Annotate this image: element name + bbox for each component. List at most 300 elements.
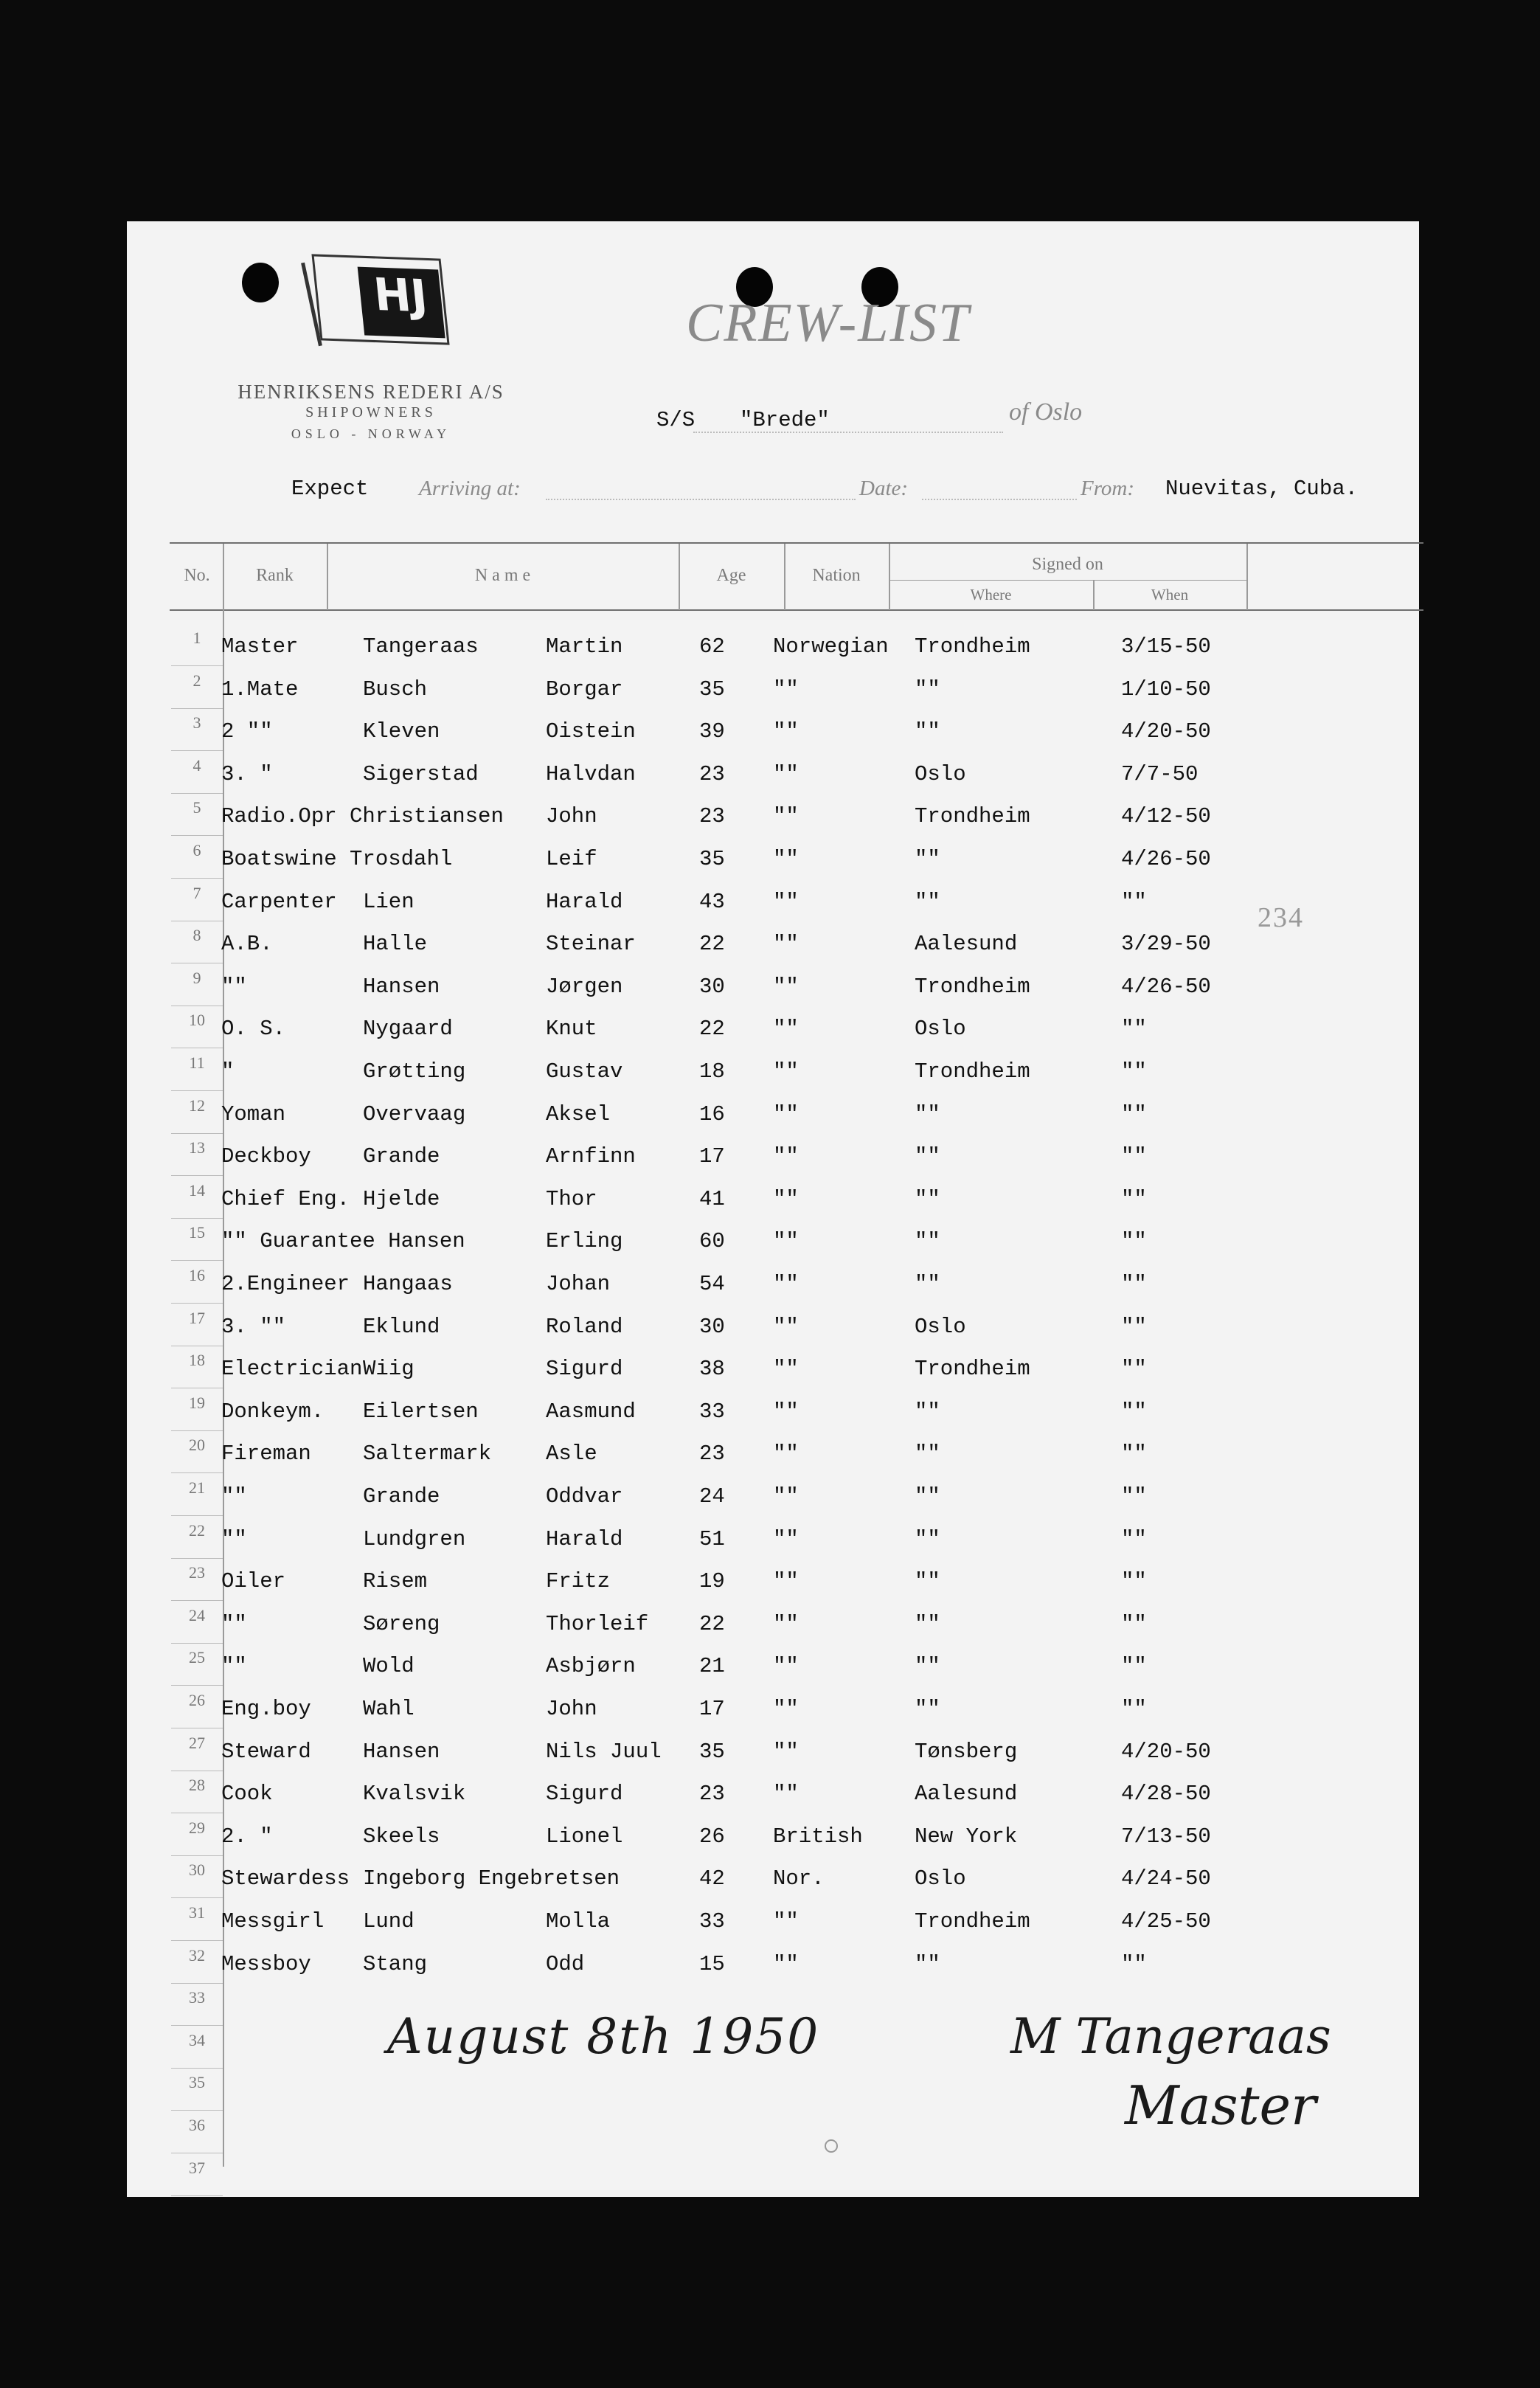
crew-age: 23: [699, 1442, 725, 1467]
row-number: 8: [192, 926, 201, 945]
crew-nation: "": [773, 1697, 799, 1721]
crew-age: 38: [699, 1357, 725, 1382]
crew-rank: 3. "": [221, 1314, 286, 1339]
crew-where: "": [915, 676, 940, 702]
crew-surname: Grande: [363, 1484, 440, 1509]
row-number: 2: [192, 671, 201, 690]
crew-where: Trondheim: [915, 974, 1030, 999]
crew-given: Lionel: [546, 1824, 623, 1849]
form-title: CREW-LIST: [686, 293, 971, 353]
crew-when: "": [1121, 1399, 1147, 1424]
crew-when: "": [1121, 1314, 1147, 1339]
crew-given: Aasmund: [546, 1399, 636, 1424]
row-number: 11: [189, 1053, 205, 1072]
row-number: 9: [192, 968, 201, 987]
row-rule: [171, 1430, 223, 1431]
crew-where: New York: [915, 1824, 1018, 1849]
crew-rank: "" Guarantee Hansen: [221, 1229, 465, 1254]
handwritten-date: August 8th 1950: [387, 2008, 820, 2065]
row-number: 18: [189, 1351, 205, 1370]
row-rule: [171, 665, 223, 666]
row-rule: [171, 1600, 223, 1601]
crew-given: John: [546, 804, 597, 829]
crew-where: Trondheim: [915, 1357, 1030, 1382]
crew-surname: Grande: [363, 1144, 440, 1169]
crew-rank: Carpenter: [221, 889, 337, 914]
crew-age: 30: [699, 1314, 725, 1339]
ship-name: "Brede": [740, 408, 830, 432]
crew-given: Roland: [546, 1314, 623, 1339]
row-number: 28: [189, 1776, 205, 1795]
crew-where: Oslo: [915, 761, 966, 786]
row-rule: [171, 2110, 223, 2111]
crew-given: Asle: [546, 1442, 597, 1467]
crew-given: John: [546, 1697, 597, 1721]
crew-where: "": [915, 1442, 940, 1467]
crew-given: Halvdan: [546, 761, 636, 786]
row-number: 17: [189, 1308, 205, 1327]
signed-on-divider: [889, 580, 1246, 581]
row-number: 16: [189, 1266, 205, 1284]
header-no: No.: [184, 566, 210, 585]
crew-rank: "": [221, 1526, 247, 1551]
crew-when: "": [1121, 1272, 1147, 1296]
crew-nation: "": [773, 1654, 799, 1679]
crew-given: Nils Juul: [546, 1739, 662, 1764]
crew-when: "": [1121, 1654, 1147, 1679]
crew-where: Trondheim: [915, 1909, 1030, 1934]
crew-nation: "": [773, 889, 799, 914]
crew-nation: "": [773, 1399, 799, 1424]
crew-given: Thor: [546, 1186, 597, 1211]
crew-rank: Messboy: [221, 1951, 311, 1976]
crew-rank: 2. ": [221, 1824, 273, 1849]
crew-nation: Nor.: [773, 1866, 825, 1892]
crew-where: "": [915, 1101, 940, 1126]
crew-given: Leif: [546, 847, 597, 871]
crew-surname: Risem: [363, 1569, 428, 1594]
crew-surname: Ingeborg Engebretsen: [363, 1866, 620, 1892]
crew-surname: Hansen: [363, 1739, 440, 1764]
row-number: 35: [189, 2073, 205, 2092]
crew-nation: "": [773, 1909, 799, 1934]
crew-given: Fritz: [546, 1569, 611, 1594]
crew-where: Aalesund: [915, 932, 1018, 957]
crew-given: Erling: [546, 1229, 623, 1254]
crew-surname: Sigerstad: [363, 761, 479, 786]
crew-age: 15: [699, 1951, 725, 1976]
crew-when: "": [1121, 1569, 1147, 1594]
row-rule: [171, 793, 223, 794]
row-number: 19: [189, 1393, 205, 1412]
crew-where: "": [915, 1951, 940, 1976]
crew-nation: "": [773, 761, 799, 786]
crew-age: 21: [699, 1654, 725, 1679]
crew-where: Aalesund: [915, 1782, 1018, 1807]
header-where: Where: [970, 586, 1012, 603]
crew-surname: Lien: [363, 889, 415, 914]
header-when: When: [1151, 586, 1189, 603]
crew-nation: "": [773, 1314, 799, 1339]
crew-when: 4/24-50: [1121, 1866, 1211, 1892]
row-number: 4: [192, 755, 201, 775]
crew-given: Thorleif: [546, 1611, 649, 1636]
crew-when: "": [1121, 1697, 1147, 1721]
crew-when: "": [1121, 1229, 1147, 1254]
table-top-rule: [170, 542, 1423, 544]
crew-rank: Fireman: [221, 1442, 311, 1467]
crew-rank: Steward: [221, 1739, 311, 1764]
crew-rank: Chief Eng.: [221, 1186, 350, 1211]
crew-surname: Grøtting: [363, 1059, 466, 1084]
ship-name-line: [693, 432, 1003, 433]
crew-nation: "": [773, 1357, 799, 1382]
crew-surname: Wold: [363, 1654, 415, 1679]
crew-rank: ": [221, 1059, 235, 1084]
crew-nation: British: [773, 1824, 863, 1849]
crew-nation: "": [773, 1101, 799, 1126]
crew-where: "": [915, 889, 940, 914]
crew-given: Jørgen: [546, 974, 623, 999]
crew-where: "": [915, 1484, 940, 1509]
crew-when: 4/25-50: [1121, 1909, 1211, 1934]
crew-age: 23: [699, 761, 725, 786]
row-rule: [171, 1303, 223, 1304]
row-number: 13: [189, 1138, 205, 1157]
crew-where: "": [915, 1569, 940, 1594]
row-rule: [171, 1940, 223, 1941]
crew-given: Aksel: [546, 1101, 611, 1126]
crew-age: 33: [699, 1909, 725, 1934]
arriving-line: [546, 499, 856, 500]
crew-nation: "": [773, 676, 799, 702]
crew-when: 3/15-50: [1121, 634, 1211, 659]
crew-when: 3/29-50: [1121, 932, 1211, 957]
crew-when: "": [1121, 889, 1147, 914]
crew-where: "": [915, 1399, 940, 1424]
crew-age: 19: [699, 1569, 725, 1594]
row-number: 32: [189, 1945, 205, 1965]
stamp-number: 234: [1258, 902, 1304, 933]
crew-given: Knut: [546, 1017, 597, 1042]
crew-nation: "": [773, 1144, 799, 1169]
crew-where: "": [915, 1697, 940, 1721]
crew-where: "": [915, 719, 940, 744]
crew-when: "": [1121, 1059, 1147, 1084]
row-rule: [171, 835, 223, 836]
crew-surname: Wiig: [363, 1357, 415, 1382]
crew-surname: Nygaard: [363, 1017, 453, 1042]
header-rank: Rank: [256, 566, 294, 585]
crew-age: 42: [699, 1866, 725, 1892]
row-number: 15: [189, 1223, 205, 1242]
crew-when: "": [1121, 1611, 1147, 1636]
crew-where: Oslo: [915, 1866, 966, 1892]
crew-nation: "": [773, 1951, 799, 1976]
crew-surname: Busch: [363, 676, 428, 702]
company-city: OSLO - NORWAY: [291, 426, 451, 441]
crew-nation: "": [773, 1484, 799, 1509]
crew-when: "": [1121, 1017, 1147, 1042]
crew-given: Arnfinn: [546, 1144, 636, 1169]
crew-surname: Søreng: [363, 1611, 440, 1636]
crew-age: 22: [699, 1017, 725, 1042]
crew-given: Harald: [546, 889, 623, 914]
row-rule: [171, 708, 223, 709]
crew-age: 39: [699, 719, 725, 744]
crew-where: "": [915, 1272, 940, 1296]
row-number: 26: [189, 1691, 205, 1709]
crew-given: Borgar: [546, 676, 623, 702]
crew-age: 33: [699, 1399, 725, 1424]
crew-age: 51: [699, 1526, 725, 1551]
crew-surname: Tangeraas: [363, 634, 479, 659]
crew-where: Trondheim: [915, 1059, 1030, 1084]
row-number: 10: [189, 1011, 205, 1030]
header-nation: Nation: [812, 566, 861, 585]
punch-hole: [242, 263, 279, 302]
row-number: 23: [189, 1563, 205, 1582]
crew-when: "": [1121, 1951, 1147, 1976]
crew-when: "": [1121, 1357, 1147, 1382]
crew-surname: Hansen: [363, 974, 440, 999]
row-number: 20: [189, 1436, 205, 1455]
crew-when: 7/13-50: [1121, 1824, 1211, 1849]
crew-rank: "": [221, 1484, 247, 1509]
row-rule: [171, 1897, 223, 1898]
row-number: 29: [189, 1818, 205, 1837]
crew-surname: Kvalsvik: [363, 1782, 466, 1807]
crew-when: "": [1121, 1101, 1147, 1126]
crew-age: 23: [699, 1782, 725, 1807]
header-age: Age: [716, 566, 746, 585]
crew-rank: Donkeym.: [221, 1399, 325, 1424]
crew-given: Oddvar: [546, 1484, 623, 1509]
crew-where: "": [915, 1229, 940, 1254]
row-number: 7: [192, 883, 201, 902]
crew-nation: "": [773, 1059, 799, 1084]
row-number: 24: [189, 1605, 205, 1624]
crew-surname: Stang: [363, 1951, 428, 1976]
crew-nation: "": [773, 1739, 799, 1764]
date-label: Date:: [859, 477, 909, 500]
crew-nation: "": [773, 974, 799, 999]
crew-where: "": [915, 1526, 940, 1551]
crew-rank: Cook: [221, 1782, 273, 1807]
crew-surname: Lund: [363, 1909, 415, 1934]
signature-role: Master: [1125, 2074, 1317, 2136]
crew-where: Tønsberg: [915, 1739, 1018, 1764]
small-ring-mark: [825, 2139, 838, 2153]
crew-when: "": [1121, 1144, 1147, 1169]
row-number: 1: [192, 629, 201, 647]
crew-age: 41: [699, 1186, 725, 1211]
crew-nation: "": [773, 1229, 799, 1254]
crew-rank: Eng.boy: [221, 1697, 311, 1721]
crew-age: 35: [699, 1739, 725, 1764]
crew-age: 54: [699, 1272, 725, 1296]
crew-where: "": [915, 1186, 940, 1211]
crew-age: 22: [699, 932, 725, 957]
crew-given: Molla: [546, 1909, 611, 1934]
master-signature: M Tangeraas: [1010, 2008, 1331, 2065]
crew-age: 17: [699, 1697, 725, 1721]
crew-when: "": [1121, 1526, 1147, 1551]
row-number: 36: [189, 2116, 205, 2134]
row-number: 14: [189, 1180, 205, 1200]
crew-given: Oistein: [546, 719, 636, 744]
crew-when: 4/20-50: [1121, 719, 1211, 744]
row-number: 31: [189, 1903, 205, 1922]
crew-age: 17: [699, 1144, 725, 1169]
crew-nation: "": [773, 1782, 799, 1807]
crew-rank: Electrician: [221, 1357, 363, 1382]
from-value: Nuevitas, Cuba.: [1165, 477, 1359, 501]
row-rule: [171, 2068, 223, 2069]
crew-when: 4/20-50: [1121, 1739, 1211, 1764]
crew-where: Oslo: [915, 1314, 966, 1339]
crew-surname: Wahl: [363, 1697, 415, 1721]
row-rule: [171, 2195, 223, 2196]
crew-where: Oslo: [915, 1017, 966, 1042]
header-signed-on: Signed on: [1032, 555, 1103, 574]
company-flag-logo: HJ: [311, 254, 449, 345]
crew-where: "": [915, 1611, 940, 1636]
crew-rank: Stewardess: [221, 1866, 350, 1892]
crew-given: Sigurd: [546, 1357, 623, 1382]
crew-when: 7/7-50: [1121, 761, 1199, 786]
crew-rank: 2 "": [221, 719, 273, 744]
crew-nation: "": [773, 1526, 799, 1551]
row-rule: [171, 1855, 223, 1856]
row-rule: [171, 1175, 223, 1176]
row-rule: [171, 878, 223, 879]
crew-rank: Messgirl: [221, 1909, 325, 1934]
crew-nation: "": [773, 1442, 799, 1467]
crew-when: 1/10-50: [1121, 676, 1211, 702]
crew-where: "": [915, 847, 940, 871]
row-rule: [171, 1090, 223, 1091]
crew-surname: Saltermark: [363, 1442, 492, 1467]
crew-given: Johan: [546, 1272, 611, 1296]
crew-when: 4/26-50: [1121, 974, 1211, 999]
row-number: 21: [189, 1478, 205, 1497]
crew-surname: Halle: [363, 932, 428, 957]
row-number: 6: [192, 841, 201, 859]
crew-age: 22: [699, 1611, 725, 1636]
row-rule: [171, 2025, 223, 2026]
crew-age: 16: [699, 1101, 725, 1126]
crew-when: "": [1121, 1442, 1147, 1467]
crew-given: Sigurd: [546, 1782, 623, 1807]
row-rule: [171, 1472, 223, 1473]
row-number: 25: [189, 1648, 205, 1667]
crew-given: Martin: [546, 634, 623, 659]
crew-surname: Hangaas: [363, 1272, 453, 1296]
crew-where: Trondheim: [915, 634, 1030, 659]
col-divider: [1246, 544, 1248, 610]
crew-age: 35: [699, 676, 725, 702]
crew-rank: "": [221, 1654, 247, 1679]
crew-where: "": [915, 1654, 940, 1679]
crew-nation: "": [773, 932, 799, 957]
crew-age: 24: [699, 1484, 725, 1509]
crew-surname: Skeels: [363, 1824, 440, 1849]
crew-when: "": [1121, 1186, 1147, 1211]
row-rule: [171, 1558, 223, 1559]
crew-given: Gustav: [546, 1059, 623, 1084]
row-rule: [171, 1643, 223, 1644]
crew-where: Trondheim: [915, 804, 1030, 829]
expect-text: Expect: [291, 477, 369, 501]
crew-age: 26: [699, 1824, 725, 1849]
crew-surname: Lundgren: [363, 1526, 466, 1551]
ship-prefix: S/S: [656, 408, 696, 432]
crew-nation: "": [773, 1611, 799, 1636]
crew-age: 30: [699, 974, 725, 999]
row-number: 3: [192, 713, 201, 733]
crew-nation: "": [773, 1272, 799, 1296]
crew-rank: 2.Engineer: [221, 1272, 350, 1296]
crew-rank: "": [221, 974, 247, 999]
crew-nation: "": [773, 1569, 799, 1594]
row-number: 30: [189, 1861, 205, 1880]
crew-age: 60: [699, 1229, 725, 1254]
crew-rank: A.B.: [221, 932, 273, 957]
crew-given: Steinar: [546, 932, 636, 957]
crew-rank: Master: [221, 634, 299, 659]
crew-rank: Yoman: [221, 1101, 286, 1126]
row-number: 33: [189, 1988, 205, 2007]
row-number: 5: [192, 798, 201, 817]
arriving-label: Arriving at:: [419, 477, 521, 500]
crew-rank: 3. ": [221, 761, 273, 786]
crew-given: Harald: [546, 1526, 623, 1551]
crew-rank: O. S.: [221, 1017, 286, 1042]
crew-rank: 1.Mate: [221, 676, 299, 702]
crew-surname: Kleven: [363, 719, 440, 744]
crew-when: "": [1121, 1484, 1147, 1509]
crew-surname: Eklund: [363, 1314, 440, 1339]
crew-when: 4/12-50: [1121, 804, 1211, 829]
crew-rank: Deckboy: [221, 1144, 311, 1169]
crew-surname: Overvaag: [363, 1101, 466, 1126]
row-number: 12: [189, 1096, 205, 1115]
crew-age: 43: [699, 889, 725, 914]
row-rule: [171, 1983, 223, 1984]
crew-given: Odd: [546, 1951, 585, 1976]
crew-nation: "": [773, 719, 799, 744]
from-label: From:: [1081, 477, 1135, 500]
row-rule: [171, 1515, 223, 1516]
company-subtitle: SHIPOWNERS: [305, 404, 437, 421]
row-number: 27: [189, 1733, 205, 1752]
crew-age: 62: [699, 634, 725, 659]
crew-when: 4/26-50: [1121, 847, 1211, 871]
row-rule: [171, 1218, 223, 1219]
row-rule: [171, 1133, 223, 1134]
crew-when: 4/28-50: [1121, 1782, 1211, 1807]
crew-nation: "": [773, 804, 799, 829]
crew-rank: Boatswine Trosdahl: [221, 847, 453, 871]
row-number: 22: [189, 1520, 205, 1540]
date-line: [922, 499, 1077, 500]
crew-surname: Eilertsen: [363, 1399, 479, 1424]
crew-age: 23: [699, 804, 725, 829]
row-rule: [171, 1685, 223, 1686]
crew-rank: Oiler: [221, 1569, 286, 1594]
crew-where: "": [915, 1144, 940, 1169]
